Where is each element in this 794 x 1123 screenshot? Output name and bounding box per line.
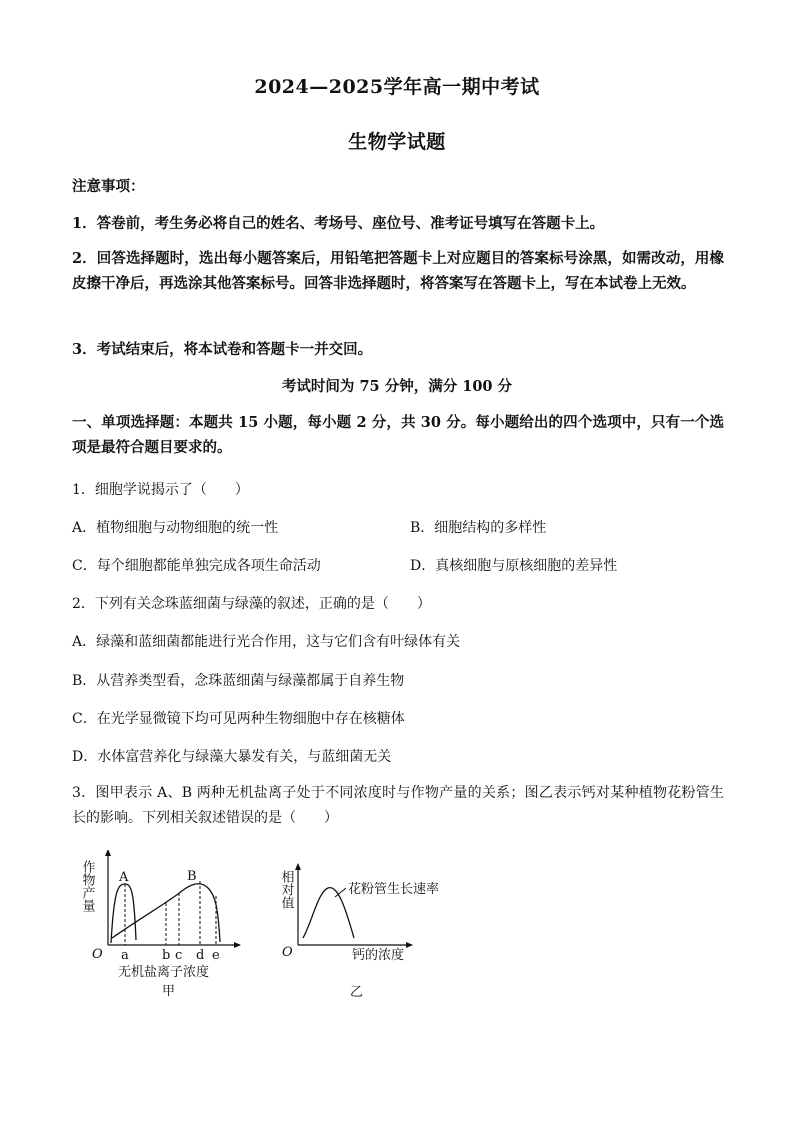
jia-caption: 甲 <box>162 984 176 999</box>
q1-option-c: C．每个细胞都能单独完成各项生命活动 <box>72 558 321 574</box>
exam-time-note: 考试时间为 75 分钟，满分 100 分 <box>281 378 513 395</box>
jia-curve-a-label: A <box>119 870 129 885</box>
yi-y-arrow <box>295 863 301 870</box>
jia-origin: O <box>92 947 103 962</box>
q1-option-a: A．植物细胞与动物细胞的统一性 <box>72 520 279 536</box>
yi-xlabel: 钙的浓度 <box>352 948 405 963</box>
q2-option-d: D．水体富营养化与绿藻大暴发有关，与蓝细菌无关 <box>72 749 392 765</box>
q2-option-a: A．绿藻和蓝细菌都能进行光合作用，这与它们含有叶绿体有关 <box>72 634 461 650</box>
exam-subtitle: 生物学试题 <box>348 131 446 153</box>
q3-stem: 3．图甲表示 A、B 两种无机盐离子处于不同浓度时与作物产量的关系；图乙表示钙对某种植物花粉管生长的影响。下列相关叙述错误的是（ ） <box>72 785 724 826</box>
notice-item-1: 1．答卷前，考生务必将自己的姓名、考场号、座位号、准考证号填写在答题卡上。 <box>72 215 605 232</box>
yi-x-arrow <box>406 942 413 948</box>
q2-option-c: C．在光学显微镜下均可见两种生物细胞中存在核糖体 <box>72 711 405 727</box>
notice-item-3: 3．考试结束后，将本试卷和答题卡一并交回。 <box>72 341 373 358</box>
jia-tick-d: d <box>196 948 205 963</box>
q1-option-b: B．细胞结构的多样性 <box>410 520 547 536</box>
yi-caption: 乙 <box>350 985 364 1000</box>
q2-option-b: B．从营养类型看，念珠蓝细菌与绿藻都属于自养生物 <box>72 673 405 689</box>
exam-title: 2024—2025学年高一期中考试 <box>254 76 540 98</box>
q1-option-d: D．真核细胞与原核细胞的差异性 <box>410 558 618 574</box>
jia-curve-a <box>111 884 136 943</box>
notice-item-2: 2．回答选择题时，选出每小题答案后，用铅笔把答题卡上对应题目的答案标号涂黑，如需改动，用橡皮擦干净后，再选涂其他答案标号。回答非选择题时，将答案写在答题卡上，写在本试卷上无效。 <box>72 250 724 292</box>
jia-curve-b-label: B <box>187 869 197 884</box>
jia-y-arrow <box>105 850 111 856</box>
jia-x-arrow <box>234 942 241 948</box>
notice-heading: 注意事项： <box>72 178 145 195</box>
jia-tick-b: b <box>162 948 171 963</box>
q1-stem: 1．细胞学说揭示了（ ） <box>72 482 249 498</box>
figure-jia <box>78 850 253 1000</box>
yi-ylabel: 相对值 <box>278 870 294 909</box>
yi-curve <box>303 888 354 938</box>
jia-xlabel: 无机盐离子浓度 <box>118 965 210 980</box>
jia-ylabel: 作物产量 <box>79 860 95 912</box>
yi-origin: O <box>282 945 293 960</box>
section-heading: 一、单项选择题：本题共 15 小题，每小题 2 分，共 30 分。每小题给出的四个选项中，只有一个选项是最符合题目要求的。 <box>72 414 724 456</box>
yi-curve-label: 花粉管生长速率 <box>348 882 440 897</box>
jia-tick-e: e <box>212 948 220 963</box>
figure-yi <box>270 850 480 1000</box>
jia-tick-a: a <box>121 948 129 963</box>
q2-stem: 2．下列有关念珠蓝细菌与绿藻的叙述，正确的是（ ） <box>72 596 431 612</box>
jia-tick-c: c <box>175 948 183 963</box>
